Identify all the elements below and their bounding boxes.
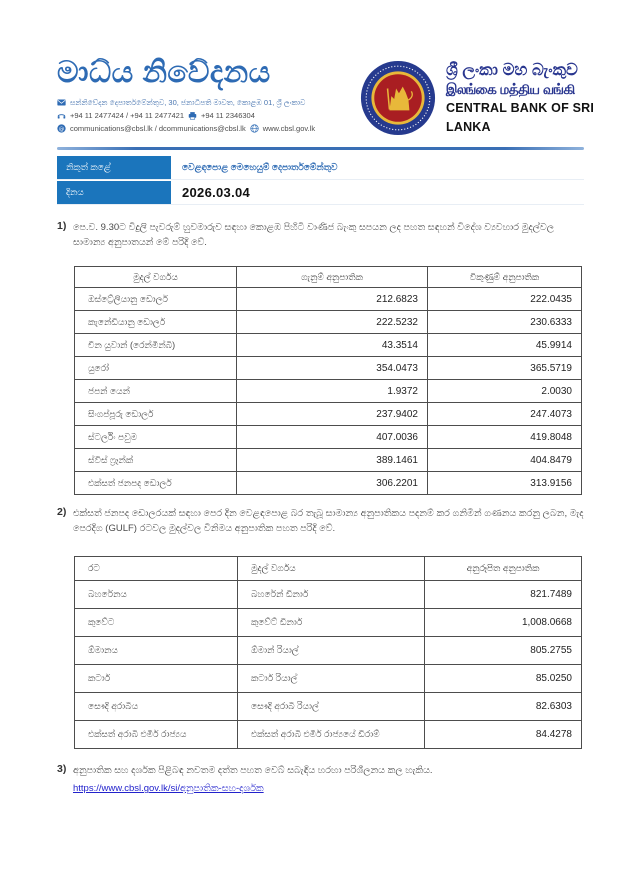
date-value: 2026.03.04 (182, 185, 251, 200)
globe-icon (250, 124, 259, 133)
issued-by-label: නිකුත් කළේ (57, 156, 171, 179)
table-row (75, 426, 582, 449)
table-row (75, 637, 582, 665)
section-2-text: එක්සත් ජනපද ඩොලරයක් සඳහා පෙර දින වෙළඳපොළ බර තැබූ සාමාන්‍ය අනුපාතිකය පදනම් කර ගනිමින් ගණනය කරනු ලබන, මැද පෙරදිග (GULF) රටවල මුදල්වල විනිමය අනුපාතික පහත පරිදි වේ. (73, 508, 584, 535)
table-cell: 85.0250 (425, 665, 582, 693)
column-header-country: රට (75, 557, 238, 581)
table-header-row (75, 267, 582, 288)
exchange-rates-table (74, 266, 582, 495)
table-cell: 389.1461 (237, 449, 428, 472)
issued-by-row (57, 156, 584, 180)
table-cell: චීන යුවාන් (රෙන්මින්බි) (75, 334, 237, 357)
header-left (57, 56, 357, 135)
section-2 (57, 506, 585, 536)
table-cell: සෞදි අරාබි රියාල් (238, 693, 425, 721)
table-cell: 306.2201 (237, 472, 428, 495)
table-row (75, 380, 582, 403)
table-cell: එක්සත් අරාබි එමීර් රාජ්‍යය (75, 721, 238, 749)
exchange-rates-table-header (75, 267, 582, 288)
meta-box (57, 156, 584, 206)
svg-text:@: @ (58, 126, 65, 133)
email-icon (57, 124, 66, 133)
contact-phone-line (57, 109, 357, 122)
gulf-rates-table-body (75, 581, 582, 749)
rates-link-line (73, 781, 585, 796)
issued-by-value: වෙළඳපොළ මෙහෙයුම් දෙපාර්තමේන්තුව (182, 162, 338, 172)
table-row (75, 288, 582, 311)
table-cell: 43.3514 (237, 334, 428, 357)
rates-indicators-link[interactable]: https://www.cbsl.gov.lk/si/අනුපාතික-සහ-දර්ශක (73, 783, 264, 795)
table-cell: 45.9914 (428, 334, 582, 357)
press-release-title: මාධ්ය නිවේදනය (57, 56, 271, 89)
date-label: දිනය (57, 181, 171, 204)
bank-name-sinhala: ශ්‍රී ලංකා මහ බැංකුව (446, 61, 578, 79)
header-divider-line (57, 147, 584, 150)
table-cell: ඔස්ට්‍රේලියානු ඩොලර් (75, 288, 237, 311)
section-3-number: 3) (57, 763, 67, 775)
table-cell: එක්සත් ජනපද ඩොලර් (75, 472, 237, 495)
bank-name-tamil: இலங்கை மத்திய வங்கி (446, 81, 576, 97)
table-row (75, 721, 582, 749)
table-cell: ජපන් යෙන් (75, 380, 237, 403)
section-1-number: 1) (57, 220, 67, 232)
table-cell: 419.8048 (428, 426, 582, 449)
table-row (75, 311, 582, 334)
table-cell: 354.0473 (237, 357, 428, 380)
table-cell: 84.4278 (425, 721, 582, 749)
gulf-rates-table-header (75, 557, 582, 581)
table-cell: එක්සත් අරාබි එමීර් රාජ්‍යයේ ඩිරාම් (238, 721, 425, 749)
table-row (75, 449, 582, 472)
section-1 (57, 220, 585, 250)
table-cell: 230.6333 (428, 311, 582, 334)
table-cell: 247.4073 (428, 403, 582, 426)
contact-block (57, 96, 357, 135)
column-header-corresponding-rate: අනුරූපිත අනුපාතික (425, 557, 582, 581)
section-3 (57, 763, 585, 796)
fax-icon (188, 111, 197, 120)
cbsl-seal-logo (360, 60, 436, 136)
table-cell: ස්ටර්ලිං පවුම (75, 426, 237, 449)
exchange-rates-table-body (75, 288, 582, 495)
table-cell: යුරෝ (75, 357, 237, 380)
table-header-row (75, 557, 582, 581)
phone-numbers: +94 11 2477424 / +94 11 2477421 (70, 111, 184, 120)
table-cell: සෞදි අරාබිය (75, 693, 238, 721)
table-cell: කුවේට් ඩිනාර් (238, 609, 425, 637)
table-cell: 407.0036 (237, 426, 428, 449)
table-cell: 222.5232 (237, 311, 428, 334)
table-cell: කුවේට (75, 609, 238, 637)
table-cell: ස්විස් ෆ්‍රෑන්ක් (75, 449, 237, 472)
table-cell: කැනේඩියානු ඩොලර් (75, 311, 237, 334)
table-cell: 365.5719 (428, 357, 582, 380)
table-row (75, 472, 582, 495)
table-cell: කටාර් (75, 665, 238, 693)
table-cell: 821.7489 (425, 581, 582, 609)
table-cell: 1.9372 (237, 380, 428, 403)
website-url: www.cbsl.gov.lk (262, 124, 316, 133)
table-cell: බහරේන් ඩිනාර් (238, 581, 425, 609)
table-cell: ඕමාන් රියාල් (238, 637, 425, 665)
date-row (57, 181, 584, 205)
table-cell: 404.8479 (428, 449, 582, 472)
section-2-number: 2) (57, 506, 67, 518)
table-cell: 212.6823 (237, 288, 428, 311)
email-addresses: communications@cbsl.lk / dcommunications@cbsl.lk (70, 124, 246, 133)
table-cell: 2.0030 (428, 380, 582, 403)
table-row (75, 581, 582, 609)
column-header-currency: මුදල් වර්ගය (75, 267, 237, 288)
table-row (75, 693, 582, 721)
section-3-text (73, 763, 585, 796)
table-cell: 237.9402 (237, 403, 428, 426)
table-row (75, 403, 582, 426)
table-cell: ඕමානය (75, 637, 238, 665)
column-header-currency: මුදල් වර්ගය (238, 557, 425, 581)
gulf-rates-table (74, 556, 582, 749)
phone-icon (57, 111, 66, 120)
fax-number: +94 11 2346304 (201, 111, 255, 120)
table-row (75, 665, 582, 693)
table-cell: සිංගප්පූරු ඩොලර් (75, 403, 237, 426)
table-row (75, 334, 582, 357)
section-1-text: පෙ.ව. 9.30ට විදුලි පැවරුම් හුවමාරුව සඳහා කොළඹ පිහිටි වාණිජ බැංකු සපයන ලද පහත සඳහන් විදේශ ව්‍යවහාර මුදල්වල සාමාන්‍ය අනුපාතයන් මේ පරිදි වේ. (73, 222, 554, 249)
table-cell: 222.0435 (428, 288, 582, 311)
table-cell: 1,008.0668 (425, 609, 582, 637)
header-right (360, 60, 640, 136)
section-3-body: අනුපාතික සහ දර්ශක පිළිබඳ නවතම දත්ත පහත වෙබ් සබැඳිය හරහා පරිශීලනය කල හැකිය. (73, 765, 433, 776)
table-cell: 805.2755 (425, 637, 582, 665)
column-header-selling-rate: විකුණුම් අනුපාතික (428, 267, 582, 288)
table-row (75, 357, 582, 380)
table-row (75, 609, 582, 637)
bank-name-english: CENTRAL BANK OF SRI LANKA (446, 100, 595, 134)
bank-names (446, 60, 640, 136)
address-text: සන්නිවේදන දෙපාර්තමේන්තුව, 30, ජනාධිපති මාවත, කොළඹ 01, ශ්‍රී ලංකාව (70, 98, 306, 107)
table-cell: කටාර් රියාල් (238, 665, 425, 693)
contact-email-line (57, 122, 357, 135)
envelope-icon (57, 98, 66, 107)
column-header-buying-rate: ගැනුම් අනුපාතික (237, 267, 428, 288)
table-cell: 82.6303 (425, 693, 582, 721)
table-cell: 313.9156 (428, 472, 582, 495)
contact-address-line (57, 96, 357, 109)
table-cell: බහරේනය (75, 581, 238, 609)
